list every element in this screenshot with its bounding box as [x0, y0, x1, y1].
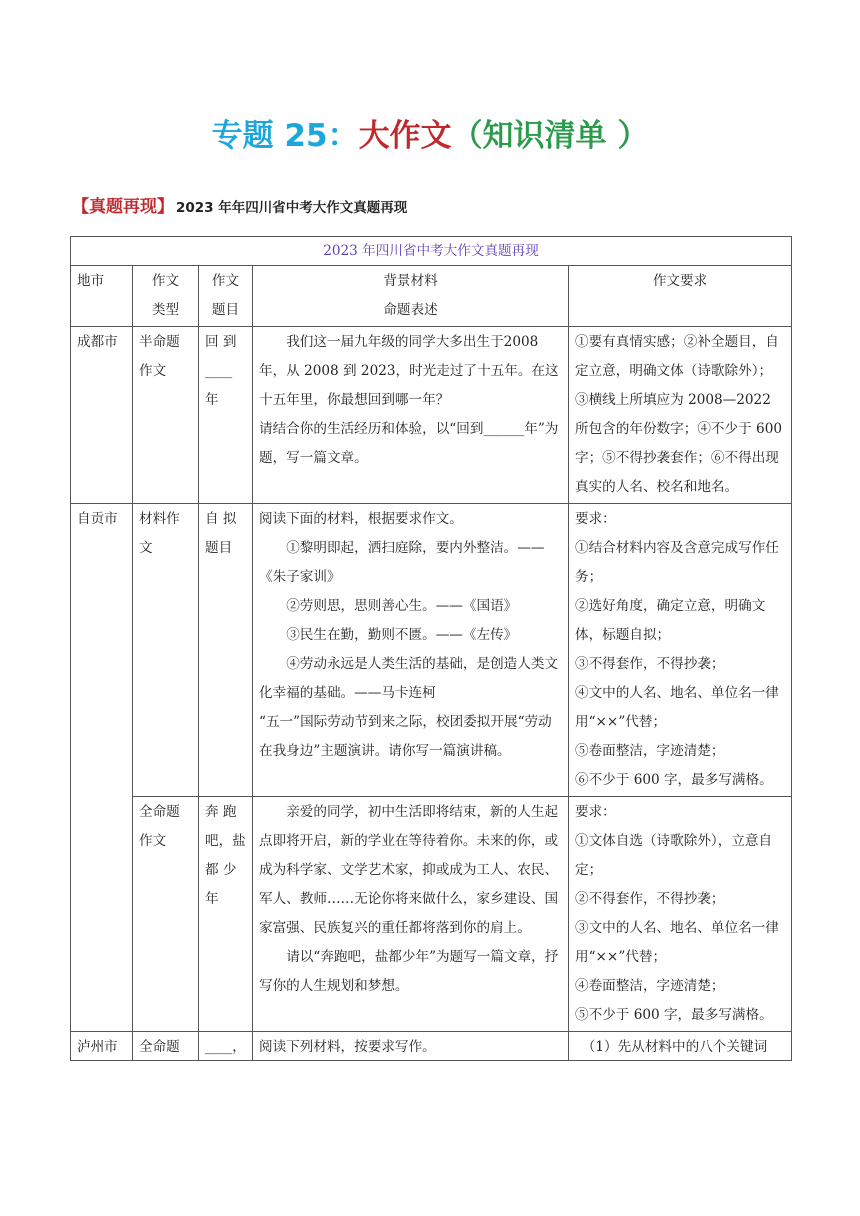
cell-topic-line: ____，: [205, 1039, 246, 1055]
section-tag: 【真题再现】: [72, 197, 174, 217]
cell-topic-line: 自 拟: [205, 511, 237, 527]
cell-topic-line: 年: [205, 891, 219, 907]
table-row: [71, 327, 792, 504]
exam-table: [70, 236, 792, 1061]
cell-city-text: 泸州市: [77, 1039, 118, 1055]
header-type: [133, 266, 199, 327]
cell-city: 成都市: [71, 327, 133, 504]
cell-material: [253, 504, 569, 797]
cell-type-line: 半命题: [139, 334, 180, 350]
requirement-text: ④文中的人名、地名、单位名一律用“××”代替；: [575, 685, 779, 730]
cell-topic: [199, 1032, 253, 1061]
cell-topic-line: 都 少: [205, 862, 237, 878]
material-paragraph: 请以“奔跑吧，盐都少年”为题写一篇文章，抒写你的人生规划和梦想。: [259, 949, 559, 994]
cell-topic-line: 题目: [205, 540, 233, 556]
requirement-text: 要求：: [575, 804, 616, 820]
requirement-text: ②不得套作，不得抄袭；: [575, 891, 725, 907]
table-caption: 2023 年四川省中考大作文真题再现: [71, 237, 792, 266]
header-topic-line: 作文: [211, 273, 240, 289]
cell-requirements: [569, 797, 792, 1032]
section-heading: [72, 192, 407, 217]
requirement-text: ③文中的人名、地名、单位名一律用“××”代替；: [575, 920, 779, 965]
material-paragraph: ④劳动永远是人类生活的基础，是创造人类文化幸福的基础。——马卡连柯: [259, 656, 559, 701]
cell-type: [133, 504, 199, 797]
cell-city: 自贡市: [71, 504, 133, 1032]
requirement-text: ①要有真情实感；②补全题目，自定立意，明确文体（诗歌除外）；③横线上所填应为 2008—2022 所包含的年份数字；④不少于 600 字；⑤不得抄袭套作；⑥不得出现真实的人名、校名和地名。: [575, 334, 782, 495]
header-topic-line: 题目: [211, 302, 240, 318]
material-paragraph: ①黎明即起，洒扫庭除，要内外整洁。——《朱子家训》: [259, 540, 545, 585]
page-title: [0, 110, 860, 155]
cell-topic-line: 奔 跑: [205, 804, 237, 820]
cell-topic: [199, 504, 253, 797]
header-city-label: 地市: [77, 273, 105, 289]
cell-type-line: 文: [139, 540, 153, 556]
material-paragraph: 请结合你的生活经历和体验，以“回到______年”为题，写一篇文章。: [259, 421, 559, 466]
title-subject: 大作文: [358, 118, 452, 154]
cell-city: [71, 1032, 133, 1061]
requirement-text: ④卷面整洁，字迹清楚；: [575, 978, 725, 994]
section-description: 2023 年年四川省中考大作文真题再现: [176, 200, 408, 216]
requirement-text: ①文体自选（诗歌除外），立意自定；: [575, 833, 773, 878]
cell-type: [133, 327, 199, 504]
header-type-line: 作文: [151, 273, 180, 289]
cell-material: [253, 1032, 569, 1061]
cell-type: [133, 1032, 199, 1061]
cell-topic: [199, 797, 253, 1032]
cell-type-line: 材料作: [139, 511, 180, 527]
header-city: [71, 266, 133, 327]
requirement-text: 要求：: [575, 511, 616, 527]
cell-requirements: [569, 504, 792, 797]
header-req-label: 作文要求: [652, 273, 708, 289]
requirement-text: ⑤不少于 600 字，最多写满格。: [575, 1007, 773, 1023]
header-material-line: 背景材料: [383, 273, 438, 289]
cell-topic-line: ____: [205, 363, 233, 379]
cell-type-line: 全命题: [139, 1039, 180, 1055]
table-row: [71, 504, 792, 797]
cell-topic: [199, 327, 253, 504]
material-paragraph: 亲爱的同学，初中生活即将结束，新的人生起点即将开启，新的学业在等待着你。未来的你，或成为科学家、文学艺术家，抑或成为工人、农民、军人、教师……无论你将来做什么，家乡建设、国家富强、民族复兴的重任都将落到你的肩上。: [259, 804, 559, 936]
table-caption-row: [71, 237, 792, 266]
title-note: （知识清单 ）: [451, 118, 649, 154]
material-paragraph: ②劳则思，思则善心生。——《国语》: [286, 598, 518, 614]
cell-type: [133, 797, 199, 1032]
cell-type-line: 作文: [139, 363, 167, 379]
cell-requirements: [569, 327, 792, 504]
cell-topic-line: 年: [205, 392, 219, 408]
material-paragraph: 阅读下面的材料，根据要求作文。: [259, 511, 463, 527]
header-material-line: 命题表述: [383, 302, 438, 318]
material-paragraph: ③民生在勤，勤则不匮。——《左传》: [286, 627, 518, 643]
table-row: [71, 797, 792, 1032]
cell-topic-line: 吧，盐: [205, 833, 246, 849]
title-topic-number: 专题 25：: [211, 118, 359, 154]
header-material: [253, 266, 569, 327]
cell-topic-line: 回 到: [205, 334, 237, 350]
cell-material: [253, 797, 569, 1032]
requirement-text: ②选好角度，确定立意，明确文体，标题自拟；: [575, 598, 766, 643]
cell-material: [253, 327, 569, 504]
requirement-text: ③不得套作，不得抄袭；: [575, 656, 725, 672]
table-row: [71, 1032, 792, 1061]
cell-type-line: 作文: [139, 833, 167, 849]
table-header-row: [71, 266, 792, 327]
requirement-text: ①结合材料内容及含意完成写作任务；: [575, 540, 779, 585]
header-type-line: 类型: [151, 302, 180, 318]
requirement-text: ⑥不少于 600 字，最多写满格。: [575, 772, 773, 788]
header-requirements: [569, 266, 792, 327]
header-topic: [199, 266, 253, 327]
requirement-text: （1）先从材料中的八个关键词: [581, 1039, 768, 1055]
requirement-text: ⑤卷面整洁，字迹清楚；: [575, 743, 725, 759]
cell-requirements: [569, 1032, 792, 1061]
material-paragraph: “五一”国际劳动节到来之际，校团委拟开展“劳动在我身边”主题演讲。请你写一篇演讲稿。: [259, 714, 552, 759]
material-paragraph: 阅读下列材料，按要求写作。: [259, 1039, 436, 1055]
cell-type-line: 全命题: [139, 804, 180, 820]
material-paragraph: 我们这一届九年级的同学大多出生于2008 年，从 2008 到 2023，时光走过了十五年。在这十五年里，你最想回到哪一年？: [259, 334, 559, 408]
